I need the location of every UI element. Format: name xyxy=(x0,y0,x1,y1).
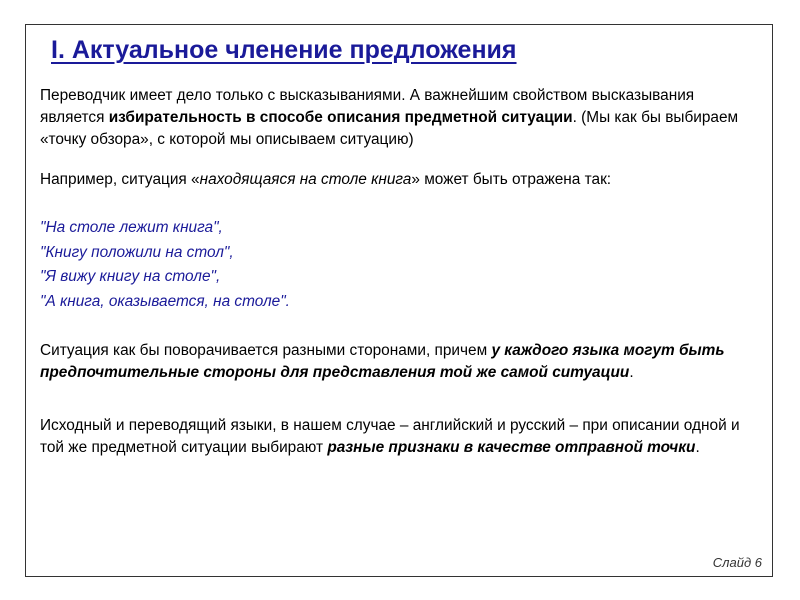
example-item: "На столе лежит книга", xyxy=(40,219,223,236)
paragraph-4-emphasis: разные признаки в качестве отправной точки xyxy=(327,439,696,456)
example-item: "Я вижу книгу на столе", xyxy=(40,268,221,285)
paragraph-4-text-a: Исходный и переводящий языки, в нашем случае – английский и русский – при описании одной и той же предметной ситуации выбирают xyxy=(40,417,740,456)
paragraph-2-text-a: Например, ситуация « xyxy=(40,171,200,188)
slide-body xyxy=(40,85,760,459)
paragraph-2-emphasis: находящаяся на столе книга xyxy=(199,171,412,188)
paragraph-2 xyxy=(40,169,760,191)
slide-title: I. Актуальное членение предложения xyxy=(51,36,517,64)
example-item: "А книга, оказывается, на столе". xyxy=(40,292,290,310)
paragraph-1-text-b: . (Мы как бы выбираем «точку обзора», с которой мы описываем ситуацию) xyxy=(40,109,739,148)
paragraph-3-text-b: . xyxy=(629,364,634,381)
paragraph-2-text-b: » может быть отражена так: xyxy=(411,171,612,188)
example-item: "Книгу положили на стол", xyxy=(40,243,234,261)
paragraph-1-emphasis: избирательность в способе описания предметной ситуации xyxy=(108,109,573,126)
paragraph-4-text-b: . xyxy=(695,439,700,456)
slide-frame xyxy=(25,24,773,577)
paragraph-1 xyxy=(40,85,760,151)
paragraph-1-text-a: Переводчик имеет дело только с высказываниями. А важнейшим свойством высказывания является xyxy=(40,87,695,126)
paragraph-3-text-a: Ситуация как бы поворачивается разными сторонами, причем xyxy=(40,342,492,359)
slide-number: Слайд 6 xyxy=(712,555,762,570)
example-list xyxy=(40,216,760,314)
paragraph-3-emphasis: у каждого языка могут быть предпочтительные стороны для представления той же самой ситуации xyxy=(40,342,725,381)
paragraph-4 xyxy=(40,415,760,459)
paragraph-3 xyxy=(40,340,760,384)
